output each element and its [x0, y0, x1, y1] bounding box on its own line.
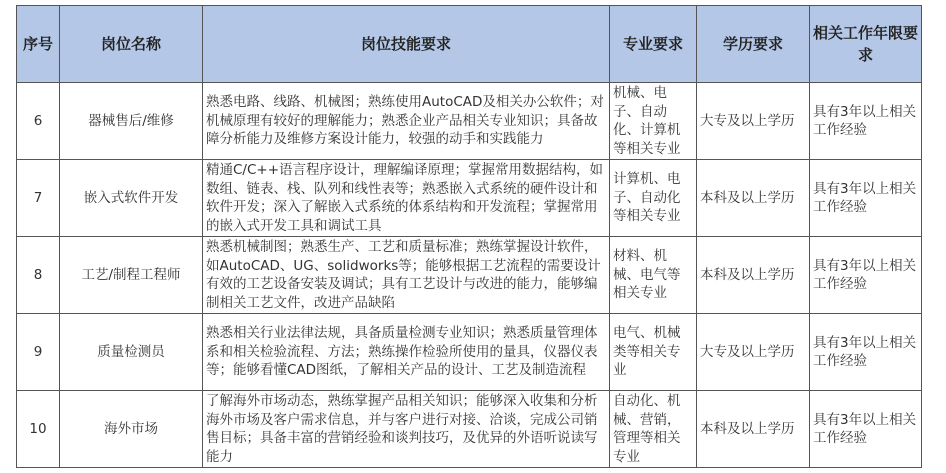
cell-experience: 具有3年以上相关工作经验 — [810, 314, 922, 391]
table-row — [17, 391, 922, 468]
cell-title: 器械售后/维修 — [60, 83, 203, 160]
cell-major: 材料、机械、电气等相关专业 — [610, 237, 697, 314]
cell-title: 海外市场 — [60, 391, 203, 468]
header-no: 序号 — [17, 6, 60, 83]
header-education: 学历要求 — [697, 6, 810, 83]
cell-major: 计算机、电子、自动化等相关专业 — [610, 160, 697, 237]
cell-major: 机械、电子、自动化、计算机等相关专业 — [610, 83, 697, 160]
table-row — [17, 160, 922, 237]
cell-no: 7 — [17, 160, 60, 237]
header-title: 岗位名称 — [60, 6, 203, 83]
cell-education: 本科及以上学历 — [697, 391, 810, 468]
table-row — [17, 237, 922, 314]
cell-skills: 熟悉电路、线路、机械图；熟练使用AutoCAD及相关办公软件；对机械原理有较好的理解能力；熟悉企业产品相关专业知识；具备故障分析能力及维修方案设计能力，较强的动手和实践能力 — [203, 83, 610, 160]
table-row — [17, 83, 922, 160]
table-header-row — [17, 6, 922, 83]
cell-education: 大专及以上学历 — [697, 83, 810, 160]
cell-no: 8 — [17, 237, 60, 314]
cell-title: 质量检测员 — [60, 314, 203, 391]
cell-skills: 了解海外市场动态，熟练掌握产品相关知识；能够深入收集和分析海外市场及客户需求信息，并与客户进行对接、洽谈，完成公司销售目标；具备丰富的营销经验和谈判技巧，及优异的外语听说读写能力 — [203, 391, 610, 468]
header-major: 专业要求 — [610, 6, 697, 83]
cell-experience: 具有3年以上相关工作经验 — [810, 160, 922, 237]
cell-skills: 精通C/C++语言程序设计，理解编译原理；掌握常用数据结构，如数组、链表、栈、队列和线性表等；熟悉嵌入式系统的硬件设计和软件开发；深入了解嵌入式系统的体系结构和开发流程；掌握常用的嵌入式开发工具和调试工具 — [203, 160, 610, 237]
cell-experience: 具有3年以上相关工作经验 — [810, 237, 922, 314]
cell-education: 本科及以上学历 — [697, 160, 810, 237]
cell-skills: 熟悉机械制图；熟悉生产、工艺和质量标准；熟练掌握设计软件，如AutoCAD、UG、solidworks等；能够根据工艺流程的需要设计有效的工艺设备安装及调试；具有工艺设计与改进的能力，能够编制相关工艺文件，改进产品缺陷 — [203, 237, 610, 314]
header-experience: 相关工作年限要求 — [810, 6, 922, 83]
job-requirements-table — [16, 5, 922, 468]
cell-experience: 具有3年以上相关工作经验 — [810, 83, 922, 160]
cell-major: 自动化、机械、营销，管理等相关专业 — [610, 391, 697, 468]
cell-skills: 熟悉相关行业法律法规，具备质量检测专业知识；熟悉质量管理体系和相关检验流程、方法；熟练操作检验所使用的量具，仪器仪表等；能够看懂CAD图纸，了解相关产品的设计、工艺及制造流程 — [203, 314, 610, 391]
cell-no: 10 — [17, 391, 60, 468]
cell-education: 本科及以上学历 — [697, 237, 810, 314]
cell-title: 工艺/制程工程师 — [60, 237, 203, 314]
cell-experience: 具有3年以上相关工作经验 — [810, 391, 922, 468]
cell-no: 6 — [17, 83, 60, 160]
table-row — [17, 314, 922, 391]
cell-no: 9 — [17, 314, 60, 391]
cell-education: 大专及以上学历 — [697, 314, 810, 391]
cell-title: 嵌入式软件开发 — [60, 160, 203, 237]
cell-major: 电气、机械类等相关专业 — [610, 314, 697, 391]
header-skills: 岗位技能要求 — [203, 6, 610, 83]
